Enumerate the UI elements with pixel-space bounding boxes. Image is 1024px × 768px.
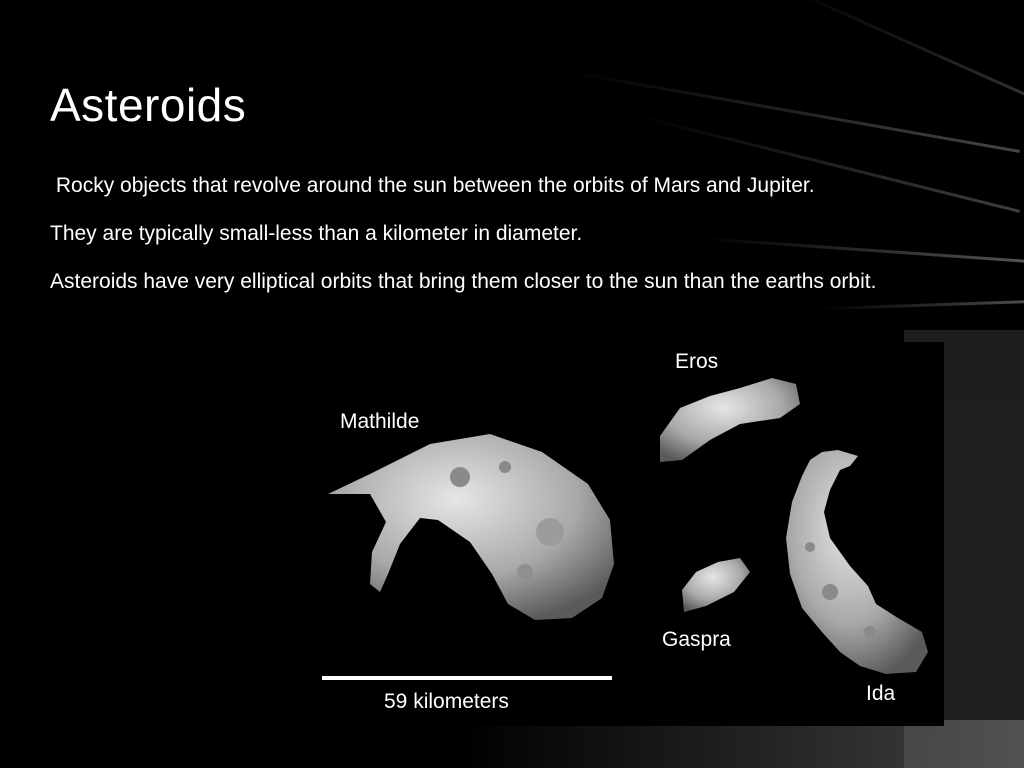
scale-label: 59 kilometers <box>384 690 509 713</box>
eros-label: Eros <box>675 350 719 373</box>
gaspra-label: Gaspra <box>662 628 731 651</box>
mathilde-label: Mathilde <box>340 410 420 433</box>
bullet-item: Rocky objects that revolve around the sun between the orbits of Mars and Jupiter. <box>50 174 815 197</box>
bullet-item: Asteroids have very elliptical orbits that bring them closer to the sun than the earths orbit. <box>50 270 877 293</box>
bullet-list <box>50 172 890 316</box>
ida-label: Ida <box>866 682 896 705</box>
gaspra-asteroid <box>682 558 750 612</box>
scale-bar <box>322 676 612 680</box>
asteroids-illustration <box>310 342 944 726</box>
bullet-item: They are typically small-less than a kilometer in diameter. <box>50 222 583 245</box>
ida-asteroid <box>786 450 928 674</box>
eros-asteroid <box>660 378 800 462</box>
mathilde-asteroid <box>328 434 614 620</box>
slide-title: Asteroids <box>50 79 247 131</box>
asteroids-photo <box>310 342 944 726</box>
